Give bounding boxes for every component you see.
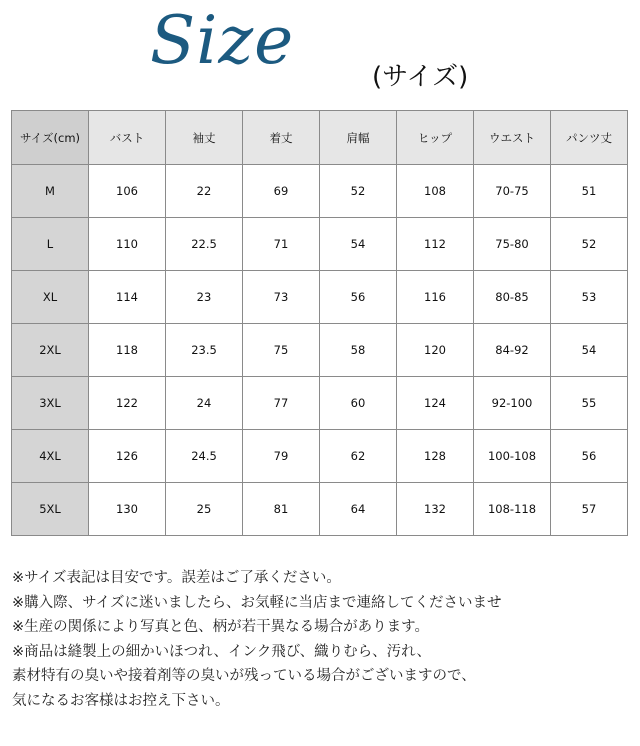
pants-length-cell: 56 (551, 430, 628, 483)
bust-cell: 122 (89, 377, 166, 430)
shoulder-cell: 56 (320, 271, 397, 324)
sleeve-cell: 22.5 (166, 218, 243, 271)
table-header-row (12, 111, 628, 165)
sleeve-cell: 24 (166, 377, 243, 430)
length-cell: 73 (243, 271, 320, 324)
hip-cell: 112 (397, 218, 474, 271)
header-hip: ヒップ (397, 111, 474, 165)
header-sleeve-length: 袖丈 (166, 111, 243, 165)
table-row (12, 271, 628, 324)
pants-length-cell: 51 (551, 165, 628, 218)
size-cell: 4XL (12, 430, 89, 483)
pants-length-cell: 52 (551, 218, 628, 271)
waist-cell: 80-85 (474, 271, 551, 324)
bust-cell: 130 (89, 483, 166, 536)
bust-cell: 126 (89, 430, 166, 483)
shoulder-cell: 54 (320, 218, 397, 271)
sleeve-cell: 23.5 (166, 324, 243, 377)
pants-length-cell: 53 (551, 271, 628, 324)
sleeve-cell: 25 (166, 483, 243, 536)
bust-cell: 106 (89, 165, 166, 218)
waist-cell: 84-92 (474, 324, 551, 377)
size-cell: 2XL (12, 324, 89, 377)
bust-cell: 110 (89, 218, 166, 271)
header-shoulder-width: 肩幅 (320, 111, 397, 165)
bust-cell: 118 (89, 324, 166, 377)
hip-cell: 132 (397, 483, 474, 536)
note-line: ※サイズ表記は目安です。誤差はご了承ください。 (12, 570, 341, 586)
size-title-script: Size (150, 2, 295, 79)
table-row (12, 483, 628, 536)
shoulder-cell: 62 (320, 430, 397, 483)
header-total-length: 着丈 (243, 111, 320, 165)
table-row (12, 377, 628, 430)
waist-cell: 92-100 (474, 377, 551, 430)
shoulder-cell: 52 (320, 165, 397, 218)
note-line: ※生産の関係により写真と色、柄が若干異なる場合があります。 (12, 619, 429, 635)
note-line: ※商品は縫製上の細かいほつれ、インク飛び、織りむら、汚れ、 (12, 643, 432, 660)
sleeve-cell: 23 (166, 271, 243, 324)
size-cell: 3XL (12, 377, 89, 430)
waist-cell: 75-80 (474, 218, 551, 271)
size-title-subtitle: (サイズ) (372, 62, 469, 92)
length-cell: 79 (243, 430, 320, 483)
table-row (12, 430, 628, 483)
table-row (12, 324, 628, 377)
header-size: サイズ(cm) (12, 111, 89, 165)
shoulder-cell: 60 (320, 377, 397, 430)
waist-cell: 70-75 (474, 165, 551, 218)
waist-cell: 108-118 (474, 483, 551, 536)
waist-cell: 100-108 (474, 430, 551, 483)
length-cell: 75 (243, 324, 320, 377)
header-bust: バスト (89, 111, 166, 165)
hip-cell: 128 (397, 430, 474, 483)
hip-cell: 108 (397, 165, 474, 218)
pants-length-cell: 54 (551, 324, 628, 377)
hip-cell: 124 (397, 377, 474, 430)
header-waist: ウエスト (474, 111, 551, 165)
size-chart-table (11, 110, 628, 536)
length-cell: 69 (243, 165, 320, 218)
size-cell: M (12, 165, 89, 218)
size-cell: L (12, 218, 89, 271)
header-pants-length: パンツ丈 (551, 111, 628, 165)
bust-cell: 114 (89, 271, 166, 324)
size-title (150, 2, 510, 92)
note-line: ※購入際、サイズに迷いましたら、お気軽に当店まで連絡してくださいませ (12, 594, 502, 611)
sleeve-cell: 24.5 (166, 430, 243, 483)
length-cell: 71 (243, 218, 320, 271)
table-row (12, 165, 628, 218)
shoulder-cell: 64 (320, 483, 397, 536)
length-cell: 81 (243, 483, 320, 536)
size-cell: 5XL (12, 483, 89, 536)
note-line: 素材特有の臭いや接着剤等の臭いが残っている場合がございますので、 (12, 668, 476, 684)
pants-length-cell: 55 (551, 377, 628, 430)
table-row (12, 218, 628, 271)
size-cell: XL (12, 271, 89, 324)
hip-cell: 120 (397, 324, 474, 377)
note-line: 気になるお客様はお控え下さい。 (12, 692, 230, 709)
shoulder-cell: 58 (320, 324, 397, 377)
length-cell: 77 (243, 377, 320, 430)
pants-length-cell: 57 (551, 483, 628, 536)
sleeve-cell: 22 (166, 165, 243, 218)
size-notes (12, 566, 632, 713)
hip-cell: 116 (397, 271, 474, 324)
